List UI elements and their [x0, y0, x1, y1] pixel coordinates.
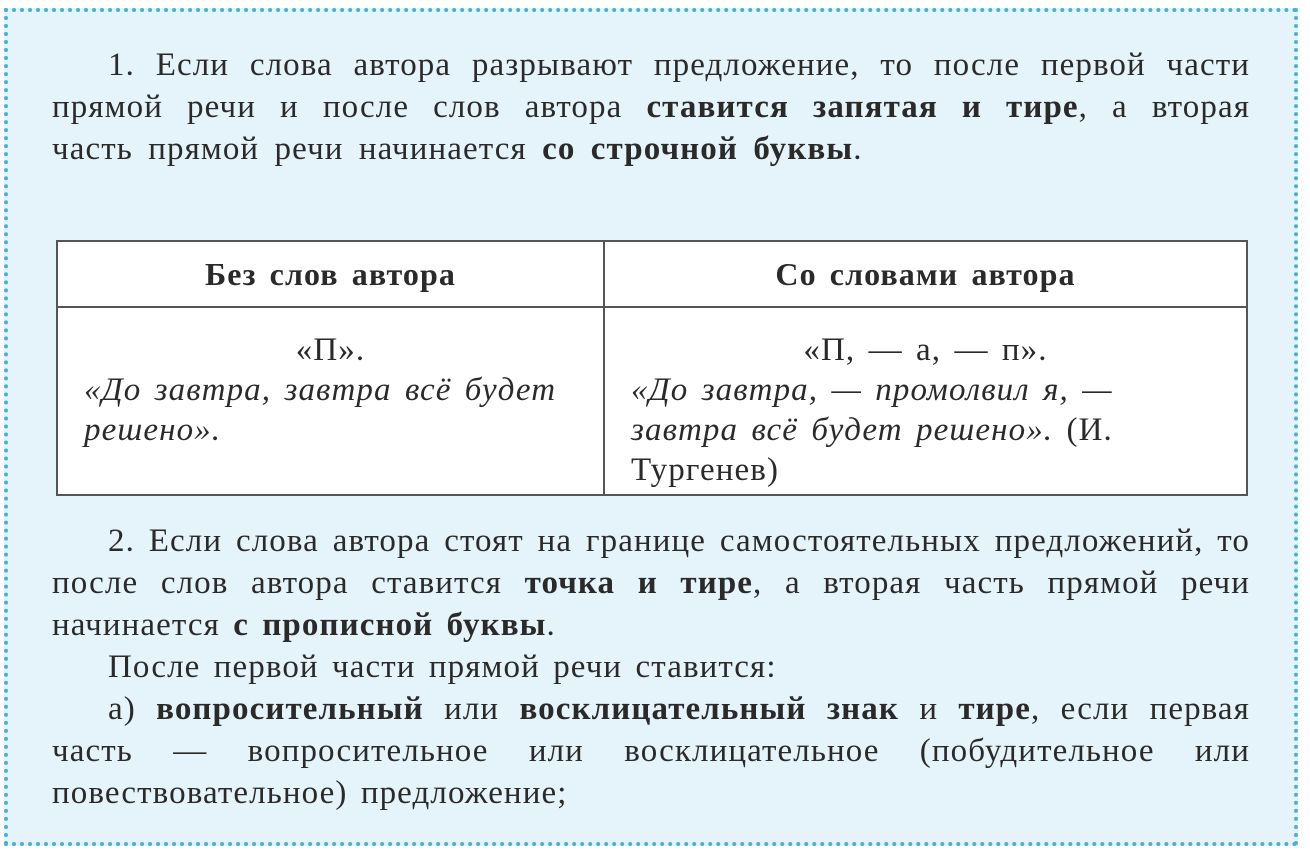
rule-2-number: 2.: [108, 523, 135, 559]
rule-2-paragraph: [52, 520, 1250, 646]
example-source: (И. Тургенев): [631, 412, 1113, 488]
punctuation-table: [56, 240, 1248, 496]
table-header-row: [57, 241, 1247, 307]
scheme-without-author: «П».: [295, 332, 366, 368]
rule-1-bold-a: ставится запятая и тире: [646, 89, 1079, 125]
item-a-rest: , если первая часть — вопросительное или восклицательное (побудительное или повествовательное) предложение;: [52, 691, 1250, 811]
table-cell-without-author: [57, 307, 604, 495]
example-with-author: «До завтра, — промолвил я, — завтра всё будет решено».: [631, 372, 1113, 448]
example-without-author: «До завтра, завтра всё будет решено».: [84, 372, 557, 448]
table-header-without-author: Без слов автора: [57, 241, 604, 307]
rule-2-text-c: .: [546, 607, 556, 643]
rule-1-bold-b: со строчной буквы: [542, 131, 854, 167]
item-a-bold-dash: тире: [958, 691, 1031, 727]
table-header-with-author: Со словами автора: [604, 241, 1247, 307]
item-a-bold-exclaim: восклицательный знак: [519, 691, 900, 727]
item-a-or: или: [444, 691, 500, 727]
item-a-and: и: [919, 691, 939, 727]
rule-2-text-a: Если слова автора стоят на границе самостоятельных предложений, то после слов автора ставится: [52, 523, 1250, 601]
rule-1-text-c: .: [853, 131, 863, 167]
scheme-with-author: «П, — а, — п».: [803, 332, 1048, 368]
table-row: [57, 307, 1247, 495]
rule-2-after-first: После первой части прямой речи ставится:: [108, 649, 777, 685]
rule-content: [52, 44, 1250, 811]
rule-2-item-a: [52, 688, 1250, 814]
rule-2-bold-a: точка и тире: [524, 565, 754, 601]
item-a-marker: а): [108, 691, 136, 727]
rule-2-bold-b: с прописной буквы: [233, 607, 547, 643]
rule-2-text-b: , а вторая часть прямой речи начинается: [52, 565, 1250, 643]
table-cell-with-author: [604, 307, 1247, 495]
rule-1-text-a: Если слова автора разрывают предложение, то после первой части прямой речи и после слов автора: [52, 47, 1250, 125]
rule-1-text-b: , а вторая часть прямой речи начинается: [52, 89, 1250, 167]
rule-1-number: 1.: [108, 47, 135, 83]
item-a-bold-question: вопросительный: [156, 691, 424, 727]
rule-1-paragraph: [52, 44, 1250, 170]
rule-2-section: [52, 520, 1250, 814]
